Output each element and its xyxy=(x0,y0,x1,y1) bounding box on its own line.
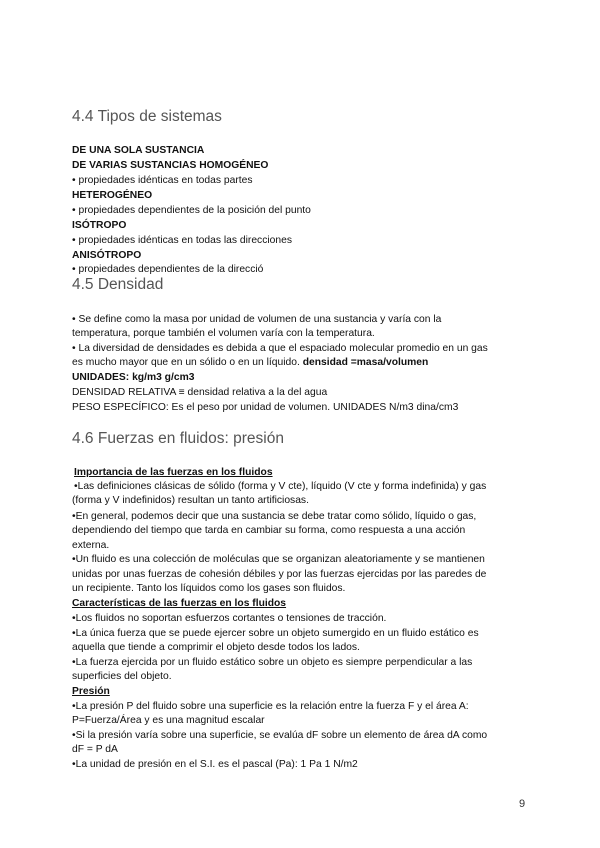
density-diversity-2 xyxy=(72,356,428,369)
section-4-6-title: 4.6 Fuerzas en fluidos: presión xyxy=(72,430,284,447)
density-formula: densidad =masa/volumen xyxy=(302,357,429,368)
system-type-single: DE UNA SOLA SUSTANCIA xyxy=(72,145,205,156)
characteristics-line-4: •La fuerza ejercida por un fluido estático sobre un objeto es siempre perpendicular a las xyxy=(72,657,473,668)
density-units: UNIDADES: kg/m3 g/cm3 xyxy=(72,372,195,383)
page-number: 9 xyxy=(519,798,526,810)
characteristics-line-5: superficies del objeto. xyxy=(72,671,172,682)
density-diversity-text: es mucho mayor que en un sólido o en un líquido. xyxy=(72,357,300,368)
density-def-1: • Se define como la masa por unidad de volumen de una sustancia y varía con la xyxy=(72,314,442,325)
heading-importance: Importancia de las fuerzas en los fluidos xyxy=(74,467,273,478)
density-def-2: temperatura, porque también el volumen varía con la temperatura. xyxy=(72,328,375,339)
importance-line-5: externa. xyxy=(72,540,110,551)
anisotropic-desc: • propiedades dependientes de la direcció xyxy=(72,264,264,275)
relative-density: DENSIDAD RELATIVA ≡ densidad relativa a la del agua xyxy=(72,387,328,398)
importance-line-6: •Un fluido es una colección de moléculas que se organizan aleatoriamente y se mantienen xyxy=(72,554,485,565)
system-type-heterogeneous: HETEROGÉNEO xyxy=(72,190,153,201)
pressure-line-1: •La presión P del fluido sobre una superficie es la relación entre la fuerza F y el área A: xyxy=(72,701,469,712)
characteristics-line-3: aquella que tiende a comprimir el objeto desde todos los lados. xyxy=(72,642,360,653)
pressure-line-3: •Si la presión varía sobre una superficie, se evalúa dF sobre un elemento de área dA como xyxy=(72,730,488,741)
system-type-anisotropic: ANISÓTROPO xyxy=(72,250,142,261)
importance-line-1: •Las definiciones clásicas de sólido (forma y V cte), líquido (V cte y forma indefinida) y gas xyxy=(74,481,487,492)
section-4-4-title: 4.4 Tipos de sistemas xyxy=(72,108,222,125)
heading-characteristics: Características de las fuerzas en los fluidos xyxy=(72,598,287,609)
importance-line-8: un recipiente. Tanto los líquidos como los gases son fluidos. xyxy=(72,583,346,594)
specific-weight: PESO ESPECÍFICO: Es el peso por unidad de volumen. UNIDADES N/m3 dina/cm3 xyxy=(72,402,459,413)
pressure-line-4: dF = P dA xyxy=(72,744,118,755)
density-diversity-1: • La diversidad de densidades es debida a que el espaciado molecular promedio en un gas xyxy=(72,343,488,354)
heterogeneous-desc: • propiedades dependientes de la posición del punto xyxy=(72,205,311,216)
homogeneous-desc: • propiedades idénticas en todas partes xyxy=(72,175,253,186)
characteristics-line-1: •Los fluidos no soportan esfuerzos cortantes o tensiones de tracción. xyxy=(72,613,387,624)
system-type-homogeneous: DE VARIAS SUSTANCIAS HOMOGÉNEO xyxy=(72,160,269,171)
isotropic-desc: • propiedades idénticas en todas las direcciones xyxy=(72,235,292,246)
importance-line-7: unidas por unas fuerzas de cohesión débiles y por las fuerzas ejercidas por las paredes de xyxy=(72,569,487,580)
heading-pressure: Presión xyxy=(72,686,110,697)
importance-line-3: •En general, podemos decir que una sustancia se debe tratar como sólido, líquido o gas, xyxy=(72,511,477,522)
pressure-line-2: P=Fuerza/Área y es una magnitud escalar xyxy=(72,715,265,726)
system-type-isotropic: ISÓTROPO xyxy=(72,220,127,231)
characteristics-line-2: •La única fuerza que se puede ejercer sobre un objeto sumergido en un fluido estático es xyxy=(72,628,479,639)
section-4-5-title: 4.5 Densidad xyxy=(72,276,164,293)
importance-line-2: (forma y V indefinidos) resultan un tanto artificiosas. xyxy=(72,495,309,506)
importance-line-4: dependiendo del tiempo que tarda en cambiar su forma, como respuesta a una acción xyxy=(72,525,466,536)
pressure-line-5: •La unidad de presión en el S.I. es el pascal (Pa): 1 Pa 1 N/m2 xyxy=(72,759,358,770)
